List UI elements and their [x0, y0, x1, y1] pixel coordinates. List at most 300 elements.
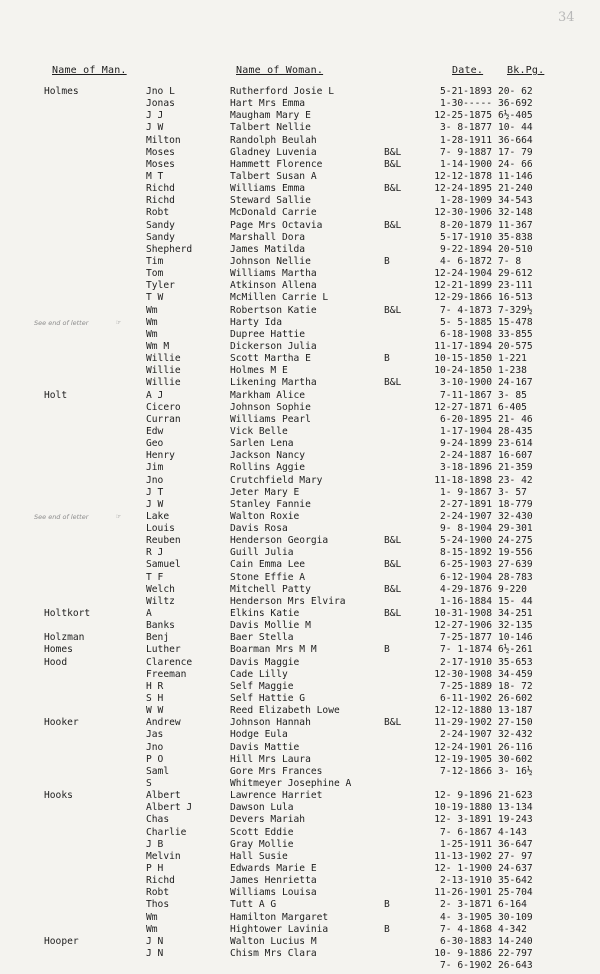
record-row: [0, 414, 600, 426]
date-cell: 6-20-1895: [440, 413, 492, 425]
woman-name-cell: Talbert Susan A: [230, 170, 317, 182]
header-book-page: Bk.Pg.: [507, 65, 545, 76]
mark-cell: B&L: [384, 146, 402, 158]
book-page-cell: 16-607: [498, 450, 533, 462]
date-cell: 1-16-1884: [440, 595, 492, 607]
date-cell: 12-12-1878: [434, 170, 492, 182]
date-cell: 1-28-1911: [440, 134, 492, 146]
given-name-cell: Jno: [146, 741, 164, 753]
record-row: [0, 402, 600, 414]
woman-name-cell: Williams Martha: [230, 268, 317, 280]
record-row: [0, 729, 600, 741]
given-name-cell: Jno: [146, 474, 164, 486]
given-name-cell: J B: [146, 838, 164, 850]
woman-name-cell: Walton Roxie: [230, 510, 300, 522]
record-row: [0, 523, 600, 535]
book-page-cell: 4-342: [498, 923, 527, 935]
book-page-cell: 6½-261: [498, 644, 533, 656]
date-cell: 3-10-1900: [440, 377, 492, 389]
book-page-cell: 21- 46: [498, 413, 533, 425]
record-row: [0, 195, 600, 207]
record-row: [0, 863, 600, 875]
woman-name-cell: Johnson Hannah: [230, 717, 311, 729]
given-name-cell: Cicero: [146, 401, 181, 413]
date-cell: 9-22-1894: [440, 243, 492, 255]
record-row: [0, 596, 600, 608]
woman-name-cell: Boarman Mrs M M: [230, 644, 317, 656]
record-row: [0, 681, 600, 693]
record-row: [0, 365, 600, 377]
given-name-cell: Shepherd: [146, 243, 193, 255]
date-cell: 2-17-1910: [440, 656, 492, 668]
woman-name-cell: Williams Louisa: [230, 887, 317, 899]
given-name-cell: Jonas: [146, 98, 175, 110]
date-cell: 12- 3-1891: [434, 814, 492, 826]
woman-name-cell: Henderson Georgia: [230, 535, 329, 547]
given-name-cell: M T: [146, 170, 164, 182]
woman-name-cell: Rutherford Josie L: [230, 86, 334, 97]
book-page-cell: 17- 79: [498, 146, 533, 158]
book-page-cell: 26-116: [498, 741, 533, 753]
given-name-cell: S H: [146, 693, 164, 705]
record-row: [0, 766, 600, 778]
date-cell: 1-25-1911: [440, 838, 492, 850]
date-cell: 7-12-1866: [440, 765, 492, 777]
woman-name-cell: Davis Mattie: [230, 741, 300, 753]
given-name-cell: Reuben: [146, 535, 181, 547]
woman-name-cell: James Matilda: [230, 243, 306, 255]
record-row: [0, 207, 600, 219]
given-name-cell: H R: [146, 680, 164, 692]
woman-name-cell: Hamilton Margaret: [230, 911, 329, 923]
given-name-cell: W W: [146, 705, 164, 717]
book-page-cell: 27-639: [498, 559, 533, 571]
mark-cell: B: [384, 899, 390, 911]
record-row: [0, 292, 600, 304]
given-name-cell: Milton: [146, 134, 181, 146]
given-name-cell: P O: [146, 753, 164, 765]
woman-name-cell: Elkins Katie: [230, 608, 300, 620]
given-name-cell: Moses: [146, 158, 175, 170]
date-cell: 7- 6-1867: [440, 826, 492, 838]
woman-name-cell: Vick Belle: [230, 425, 288, 437]
record-row: [0, 110, 600, 122]
book-page-cell: 28-783: [498, 571, 533, 583]
surname-cell: Homes: [44, 644, 73, 656]
woman-name-cell: Johnson Nellie: [230, 255, 311, 267]
marriage-record-list: [0, 86, 600, 972]
date-cell: 12-30-1908: [434, 668, 492, 680]
record-row: [0, 220, 600, 232]
date-cell: 7- 4-1868: [440, 923, 492, 935]
date-cell: 5-21-1893: [440, 86, 492, 97]
woman-name-cell: Hodge Eula: [230, 729, 288, 741]
book-page-cell: 1-238: [498, 365, 527, 377]
mark-cell: B: [384, 644, 390, 656]
given-name-cell: Moses: [146, 146, 175, 158]
book-page-cell: 30-602: [498, 753, 533, 765]
woman-name-cell: McMillen Carrie L: [230, 292, 329, 304]
header-name-of-man: Name of Man.: [52, 65, 127, 76]
given-name-cell: Wm: [146, 304, 158, 316]
given-name-cell: A J: [146, 389, 164, 401]
woman-name-cell: Scott Eddie: [230, 826, 294, 838]
given-name-cell: Freeman: [146, 668, 187, 680]
book-page-cell: 21-240: [498, 183, 533, 195]
date-cell: 6-18-1908: [440, 328, 492, 340]
date-cell: 5- 5-1885: [440, 316, 492, 328]
book-page-cell: 20- 62: [498, 86, 533, 97]
woman-name-cell: Dawson Lula: [230, 802, 294, 814]
record-row: [0, 438, 600, 450]
date-cell: 11-18-1898: [434, 474, 492, 486]
given-name-cell: Chas: [146, 814, 170, 826]
record-row: [0, 584, 600, 596]
book-page-cell: 22-797: [498, 947, 533, 959]
woman-name-cell: Davis Rosa: [230, 523, 288, 535]
book-page-cell: 23- 42: [498, 474, 533, 486]
record-row: [0, 183, 600, 195]
book-page-cell: 34-543: [498, 195, 533, 207]
date-cell: 10- 9-1886: [434, 947, 492, 959]
book-page-cell: 21-359: [498, 462, 533, 474]
book-page-cell: 24-637: [498, 863, 533, 874]
woman-name-cell: Dickerson Julia: [230, 340, 317, 352]
woman-name-cell: Self Hattie G: [230, 693, 306, 705]
woman-name-cell: Maugham Mary E: [230, 110, 311, 122]
date-cell: 7- 6-1902: [440, 960, 492, 972]
mark-cell: B&L: [384, 377, 402, 389]
record-row: [0, 462, 600, 474]
woman-name-cell: Cade Lilly: [230, 668, 288, 680]
date-cell: 1-30-----: [440, 98, 492, 110]
date-cell: 11-26-1901: [434, 887, 492, 899]
record-row: [0, 353, 600, 365]
woman-name-cell: Williams Pearl: [230, 413, 311, 425]
given-name-cell: Albert J: [146, 802, 193, 814]
record-row: [0, 802, 600, 814]
date-cell: 10-24-1850: [434, 365, 492, 377]
woman-name-cell: Cain Emma Lee: [230, 559, 306, 571]
surname-cell: Hooper: [44, 935, 79, 947]
given-name-cell: Edw: [146, 425, 164, 437]
given-name-cell: Luther: [146, 644, 181, 656]
book-page-cell: 18- 72: [498, 680, 533, 692]
mark-cell: B&L: [384, 608, 402, 620]
record-row: [0, 960, 600, 972]
given-name-cell: J W: [146, 122, 164, 134]
woman-name-cell: Baer Stella: [230, 632, 294, 644]
book-page-cell: 24-167: [498, 377, 533, 389]
record-row: [0, 839, 600, 851]
book-page-cell: 23-614: [498, 438, 533, 450]
woman-name-cell: Gray Mollie: [230, 838, 294, 850]
book-page-cell: 23-111: [498, 280, 533, 292]
book-page-cell: 4-143: [498, 826, 527, 838]
book-page-cell: 11-146: [498, 170, 533, 182]
book-page-cell: 3- 57: [498, 486, 527, 498]
given-name-cell: Richd: [146, 875, 175, 887]
pointing-hand-icon: ☞: [116, 317, 121, 327]
record-row: [0, 329, 600, 341]
given-name-cell: Richd: [146, 195, 175, 207]
book-page-cell: 25-704: [498, 887, 533, 899]
mark-cell: B&L: [384, 183, 402, 195]
book-page-cell: 13-134: [498, 802, 533, 814]
book-page-cell: 32-430: [498, 510, 533, 522]
book-page-cell: 36-664: [498, 134, 533, 146]
given-name-cell: Sandy: [146, 219, 175, 231]
record-row: [0, 948, 600, 960]
woman-name-cell: Williams Emma: [230, 183, 306, 195]
woman-name-cell: Self Maggie: [230, 680, 294, 692]
date-cell: 1-28-1909: [440, 195, 492, 207]
woman-name-cell: Jackson Nancy: [230, 450, 306, 462]
given-name-cell: Welch: [146, 583, 175, 595]
surname-cell: Hooker: [44, 717, 79, 729]
given-name-cell: Willie: [146, 365, 181, 377]
given-name-cell: Jim: [146, 462, 164, 474]
book-page-cell: 19-243: [498, 814, 533, 826]
woman-name-cell: Johnson Sophie: [230, 401, 311, 413]
given-name-cell: Jas: [146, 729, 164, 741]
book-page-cell: 6½-405: [498, 110, 533, 122]
record-row: [0, 122, 600, 134]
book-page-cell: 14-240: [498, 935, 533, 947]
surname-cell: Hooks: [44, 790, 73, 802]
record-row: [0, 851, 600, 863]
date-cell: 12-30-1906: [434, 207, 492, 219]
book-page-cell: 27-150: [498, 717, 533, 729]
given-name-cell: Andrew: [146, 717, 181, 729]
woman-name-cell: Tutt A G: [230, 899, 277, 911]
record-row: [0, 244, 600, 256]
woman-name-cell: Crutchfield Mary: [230, 474, 323, 486]
record-row: [0, 390, 600, 402]
date-cell: 12-24-1904: [434, 268, 492, 280]
date-cell: 12- 1-1900: [434, 863, 492, 874]
date-cell: 3-18-1896: [440, 462, 492, 474]
date-cell: 9- 8-1904: [440, 523, 492, 535]
woman-name-cell: Rollins Aggie: [230, 462, 306, 474]
mark-cell: B: [384, 923, 390, 935]
book-page-cell: 15-478: [498, 316, 533, 328]
given-name-cell: T F: [146, 571, 164, 583]
mark-cell: B&L: [384, 583, 402, 595]
record-row: [0, 887, 600, 899]
page-number: 34: [558, 10, 575, 25]
date-cell: 8-20-1879: [440, 219, 492, 231]
book-page-cell: 24-275: [498, 535, 533, 547]
date-cell: 12-27-1871: [434, 401, 492, 413]
book-page-cell: 6-164: [498, 899, 527, 911]
given-name-cell: Thos: [146, 899, 170, 911]
given-name-cell: Wiltz: [146, 595, 175, 607]
record-row: [0, 171, 600, 183]
book-page-cell: 35-653: [498, 656, 533, 668]
date-cell: 4- 3-1905: [440, 911, 492, 923]
record-row: [0, 608, 600, 620]
record-row: [0, 778, 600, 790]
woman-name-cell: Talbert Nellie: [230, 122, 311, 134]
record-row: [0, 875, 600, 887]
woman-name-cell: Hammett Florence: [230, 158, 323, 170]
woman-name-cell: Robertson Katie: [230, 304, 317, 316]
given-name-cell: Robt: [146, 207, 170, 219]
woman-name-cell: Hart Mrs Emma: [230, 98, 306, 110]
book-page-cell: 10-146: [498, 632, 533, 644]
record-row: [0, 657, 600, 669]
book-page-cell: 3- 16½: [498, 765, 533, 777]
date-cell: 1-14-1900: [440, 158, 492, 170]
record-row: [0, 147, 600, 159]
record-row: [0, 487, 600, 499]
book-page-cell: 29-301: [498, 523, 533, 535]
record-row: [0, 377, 600, 389]
book-page-cell: 29-612: [498, 268, 533, 280]
given-name-cell: Wm: [146, 923, 158, 935]
book-page-cell: 36-692: [498, 98, 533, 110]
mark-cell: B&L: [384, 219, 402, 231]
woman-name-cell: Whitmeyer Josephine A: [230, 778, 352, 790]
date-cell: 7- 9-1887: [440, 146, 492, 158]
surname-cell: Holtkort: [44, 608, 91, 620]
given-name-cell: T W: [146, 292, 164, 304]
margin-note: See end of letter: [34, 318, 89, 327]
record-row: [0, 256, 600, 268]
woman-name-cell: Holmes M E: [230, 365, 288, 377]
mark-cell: B&L: [384, 304, 402, 316]
record-row: [0, 742, 600, 754]
date-cell: 7-11-1867: [440, 389, 492, 401]
record-row: [0, 159, 600, 171]
date-cell: 11-13-1902: [434, 850, 492, 862]
book-page-cell: 3- 85: [498, 389, 527, 401]
given-name-cell: J J: [146, 110, 164, 122]
date-cell: 12-24-1895: [434, 183, 492, 195]
record-row: [0, 620, 600, 632]
surname-cell: Holt: [44, 389, 68, 401]
book-page-cell: 11-367: [498, 219, 533, 231]
record-row: [0, 547, 600, 559]
woman-name-cell: Likening Martha: [230, 377, 317, 389]
book-page-cell: 18-779: [498, 498, 533, 510]
record-row: [0, 644, 600, 656]
mark-cell: B&L: [384, 158, 402, 170]
date-cell: 3- 8-1877: [440, 122, 492, 134]
woman-name-cell: Davis Maggie: [230, 656, 300, 668]
surname-cell: Holzman: [44, 632, 85, 644]
record-row: [0, 632, 600, 644]
book-page-cell: 30-109: [498, 911, 533, 923]
woman-name-cell: McDonald Carrie: [230, 207, 317, 219]
record-row: [0, 341, 600, 353]
book-page-cell: 21-623: [498, 790, 533, 802]
given-name-cell: Wm: [146, 328, 158, 340]
date-cell: 12-29-1866: [434, 292, 492, 304]
date-cell: 8-15-1892: [440, 547, 492, 559]
date-cell: 12-27-1906: [434, 620, 492, 632]
date-cell: 10-31-1908: [434, 608, 492, 620]
woman-name-cell: Gore Mrs Frances: [230, 765, 323, 777]
woman-name-cell: Hill Mrs Laura: [230, 753, 311, 765]
woman-name-cell: Atkinson Allena: [230, 280, 317, 292]
given-name-cell: Benj: [146, 632, 170, 644]
book-page-cell: 34-459: [498, 668, 533, 680]
record-row: [0, 305, 600, 317]
given-name-cell: Willie: [146, 353, 181, 365]
given-name-cell: Louis: [146, 523, 175, 535]
date-cell: 7- 4-1873: [440, 304, 492, 316]
book-page-cell: 19-556: [498, 547, 533, 559]
book-page-cell: 1-221: [498, 353, 527, 365]
record-row: [0, 535, 600, 547]
given-name-cell: Tim: [146, 255, 164, 267]
woman-name-cell: Jeter Mary E: [230, 486, 300, 498]
book-page-cell: 26-643: [498, 960, 533, 972]
header-name-of-woman: Name of Woman.: [236, 65, 324, 76]
given-name-cell: Wm: [146, 316, 158, 328]
woman-name-cell: Sarlen Lena: [230, 438, 294, 450]
date-cell: 1- 9-1867: [440, 486, 492, 498]
date-cell: 2-24-1907: [440, 729, 492, 741]
date-cell: 4- 6-1872: [440, 255, 492, 267]
woman-name-cell: Henderson Mrs Elvira: [230, 595, 346, 607]
record-row: [0, 426, 600, 438]
date-cell: 1-17-1904: [440, 425, 492, 437]
given-name-cell: Wm: [146, 911, 158, 923]
date-cell: 9-24-1899: [440, 438, 492, 450]
woman-name-cell: Dupree Hattie: [230, 328, 306, 340]
date-cell: 4-29-1876: [440, 583, 492, 595]
given-name-cell: J W: [146, 498, 164, 510]
book-page-cell: 35-642: [498, 875, 533, 887]
record-row: [0, 693, 600, 705]
given-name-cell: J N: [146, 947, 164, 959]
date-cell: 12-19-1905: [434, 753, 492, 765]
given-name-cell: Saml: [146, 765, 170, 777]
record-row: [0, 669, 600, 681]
given-name-cell: Charlie: [146, 826, 187, 838]
given-name-cell: Tyler: [146, 280, 175, 292]
record-row: [0, 827, 600, 839]
record-row: [0, 86, 600, 98]
record-row: [0, 475, 600, 487]
given-name-cell: S: [146, 778, 152, 790]
book-page-cell: 35-838: [498, 231, 533, 243]
given-name-cell: Curran: [146, 413, 181, 425]
book-page-cell: 20-510: [498, 243, 533, 255]
woman-name-cell: Davis Mollie M: [230, 620, 311, 632]
given-name-cell: Clarence: [146, 656, 193, 668]
date-cell: 11-29-1902: [434, 717, 492, 729]
book-page-cell: 27- 97: [498, 850, 533, 862]
record-row: [0, 280, 600, 292]
record-row: [0, 705, 600, 717]
date-cell: 7-25-1877: [440, 632, 492, 644]
mark-cell: B&L: [384, 559, 402, 571]
woman-name-cell: Scott Martha E: [230, 353, 311, 365]
book-page-cell: 9-220: [498, 583, 527, 595]
date-cell: 2-13-1910: [440, 875, 492, 887]
book-page-cell: 24- 66: [498, 158, 533, 170]
date-cell: 12-24-1901: [434, 741, 492, 753]
record-row: [0, 936, 600, 948]
woman-name-cell: Harty Ida: [230, 316, 282, 328]
given-name-cell: Wm M: [146, 340, 170, 352]
given-name-cell: Lake: [146, 510, 170, 522]
surname-cell: Holmes: [44, 86, 79, 97]
